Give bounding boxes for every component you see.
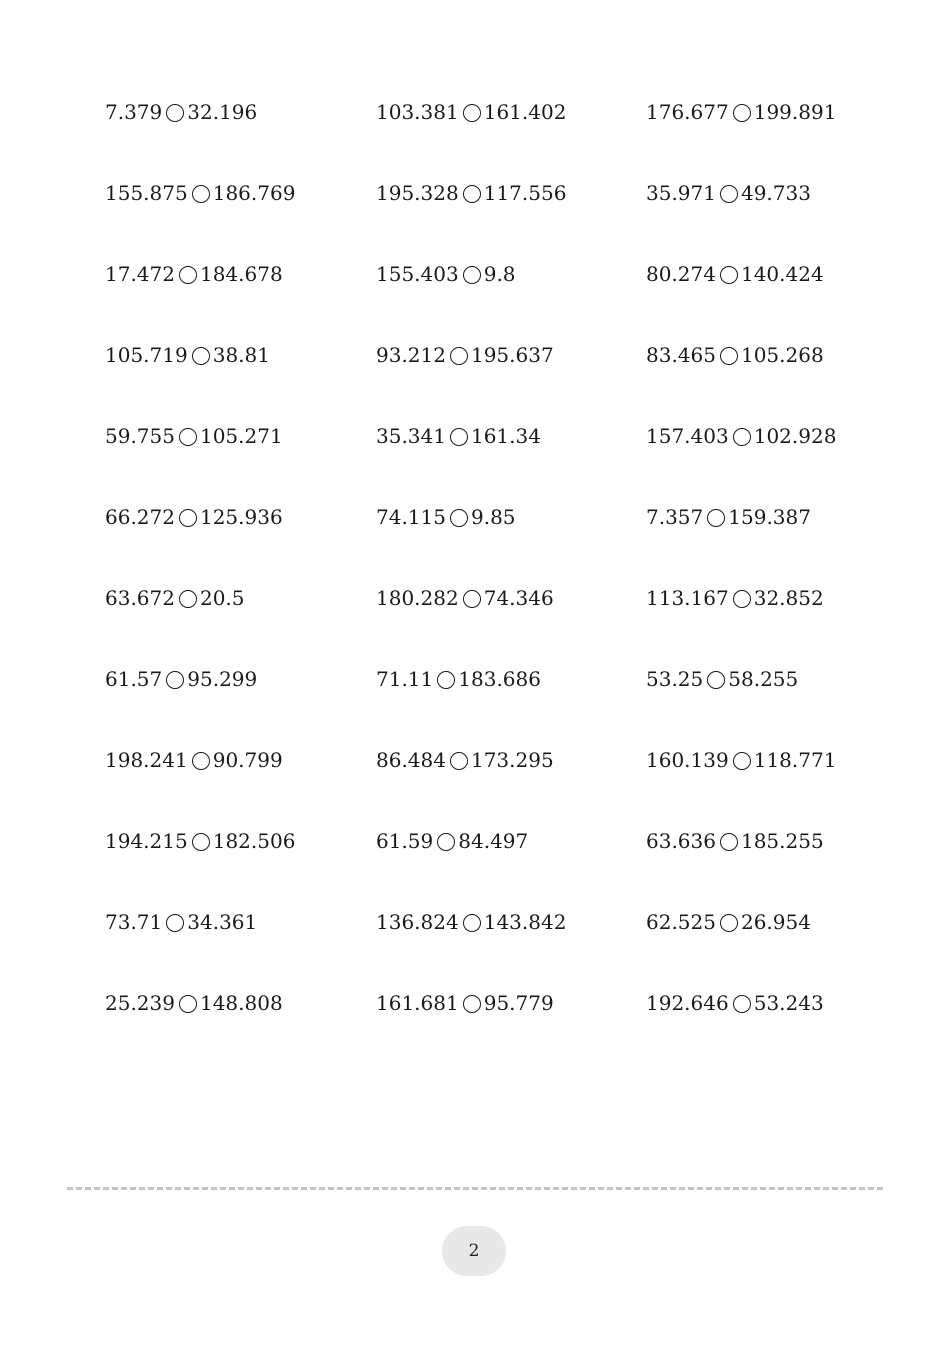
left-number: 7.379: [105, 100, 163, 124]
right-number: 32.196: [187, 100, 258, 124]
left-number: 35.341: [376, 424, 446, 448]
left-number: 63.672: [105, 586, 175, 610]
answer-circle-icon[interactable]: [463, 914, 481, 932]
right-number: 9.85: [470, 505, 516, 529]
comparison-problem: [376, 92, 646, 132]
left-number: 74.115: [376, 505, 446, 529]
right-number: 184.678: [199, 262, 283, 286]
right-number: 102.928: [753, 424, 837, 448]
answer-circle-icon[interactable]: [179, 428, 197, 446]
comparison-problem: [105, 740, 376, 780]
answer-circle-icon[interactable]: [463, 185, 481, 203]
comparison-problem: [105, 416, 376, 456]
answer-circle-icon[interactable]: [192, 833, 210, 851]
left-number: 155.875: [105, 181, 188, 205]
comparison-problem: [376, 740, 646, 780]
comparison-problem: [105, 335, 376, 375]
right-number: 173.295: [470, 748, 554, 772]
right-number: 143.842: [483, 910, 567, 934]
right-number: 20.5: [199, 586, 245, 610]
left-number: 83.465: [646, 343, 716, 367]
left-number: 63.636: [646, 829, 716, 853]
comparison-problem: [105, 92, 376, 132]
comparison-problem: [105, 902, 376, 942]
comparison-problem: [376, 335, 646, 375]
right-number: 195.637: [470, 343, 554, 367]
comparison-problem: [376, 659, 646, 699]
right-number: 95.299: [187, 667, 258, 691]
left-number: 155.403: [376, 262, 459, 286]
answer-circle-icon[interactable]: [437, 671, 455, 689]
answer-circle-icon[interactable]: [192, 347, 210, 365]
answer-circle-icon[interactable]: [707, 509, 725, 527]
left-number: 73.71: [105, 910, 163, 934]
comparison-problem: [376, 983, 646, 1023]
answer-circle-icon[interactable]: [166, 914, 184, 932]
answer-circle-icon[interactable]: [450, 347, 468, 365]
answer-circle-icon[interactable]: [733, 590, 751, 608]
comparison-problem: [646, 335, 865, 375]
comparison-problem: [105, 821, 376, 861]
left-number: 136.824: [376, 910, 459, 934]
comparison-problem: [105, 173, 376, 213]
left-number: 35.971: [646, 181, 716, 205]
answer-circle-icon[interactable]: [450, 509, 468, 527]
left-number: 25.239: [105, 991, 175, 1015]
comparison-problem: [105, 497, 376, 537]
left-number: 53.25: [646, 667, 704, 691]
left-number: 194.215: [105, 829, 188, 853]
right-number: 105.268: [740, 343, 824, 367]
comparison-problem: [376, 416, 646, 456]
right-number: 26.954: [740, 910, 811, 934]
right-number: 161.34: [470, 424, 541, 448]
comparison-problem: [376, 173, 646, 213]
left-number: 195.328: [376, 181, 459, 205]
right-number: 95.779: [483, 991, 554, 1015]
comparison-problem: [646, 821, 865, 861]
right-number: 159.387: [728, 505, 811, 529]
comparison-problem: [105, 983, 376, 1023]
comparison-problem: [646, 578, 865, 618]
left-number: 180.282: [376, 586, 459, 610]
right-number: 199.891: [753, 100, 837, 124]
answer-circle-icon[interactable]: [437, 833, 455, 851]
right-number: 53.243: [753, 991, 824, 1015]
comparison-problem: [646, 983, 865, 1023]
left-number: 66.272: [105, 505, 175, 529]
right-number: 125.936: [199, 505, 283, 529]
left-number: 59.755: [105, 424, 175, 448]
answer-circle-icon[interactable]: [463, 104, 481, 122]
right-number: 9.8: [483, 262, 516, 286]
right-number: 90.799: [212, 748, 283, 772]
right-number: 148.808: [199, 991, 283, 1015]
right-number: 38.81: [212, 343, 270, 367]
right-number: 182.506: [212, 829, 296, 853]
left-number: 62.525: [646, 910, 716, 934]
comparison-problem: [376, 254, 646, 294]
answer-circle-icon[interactable]: [733, 995, 751, 1013]
left-number: 93.212: [376, 343, 446, 367]
answer-circle-icon[interactable]: [192, 752, 210, 770]
right-number: 105.271: [199, 424, 283, 448]
left-number: 105.719: [105, 343, 188, 367]
answer-circle-icon[interactable]: [179, 995, 197, 1013]
left-number: 61.57: [105, 667, 163, 691]
answer-circle-icon[interactable]: [720, 833, 738, 851]
left-number: 113.167: [646, 586, 729, 610]
comparison-problem: [646, 902, 865, 942]
answer-circle-icon[interactable]: [179, 266, 197, 284]
comparison-problem: [646, 740, 865, 780]
right-number: 185.255: [740, 829, 824, 853]
left-number: 198.241: [105, 748, 188, 772]
comparison-problem-grid: [105, 92, 865, 1064]
answer-circle-icon[interactable]: [166, 671, 184, 689]
left-number: 61.59: [376, 829, 434, 853]
left-number: 161.681: [376, 991, 459, 1015]
answer-circle-icon[interactable]: [179, 509, 197, 527]
comparison-problem: [646, 92, 865, 132]
left-number: 103.381: [376, 100, 459, 124]
answer-circle-icon[interactable]: [733, 428, 751, 446]
right-number: 140.424: [740, 262, 824, 286]
right-number: 49.733: [740, 181, 811, 205]
comparison-problem: [376, 497, 646, 537]
answer-circle-icon[interactable]: [463, 590, 481, 608]
footer-divider: [67, 1187, 883, 1190]
left-number: 160.139: [646, 748, 729, 772]
comparison-problem: [646, 659, 865, 699]
answer-circle-icon[interactable]: [720, 914, 738, 932]
answer-circle-icon[interactable]: [733, 104, 751, 122]
right-number: 183.686: [458, 667, 541, 691]
right-number: 74.346: [483, 586, 554, 610]
answer-circle-icon[interactable]: [179, 590, 197, 608]
right-number: 186.769: [212, 181, 296, 205]
answer-circle-icon[interactable]: [720, 185, 738, 203]
comparison-problem: [376, 578, 646, 618]
comparison-problem: [105, 254, 376, 294]
answer-circle-icon[interactable]: [720, 347, 738, 365]
right-number: 58.255: [728, 667, 799, 691]
left-number: 157.403: [646, 424, 729, 448]
comparison-problem: [646, 254, 865, 294]
right-number: 34.361: [187, 910, 258, 934]
comparison-problem: [646, 416, 865, 456]
left-number: 71.11: [376, 667, 434, 691]
answer-circle-icon[interactable]: [733, 752, 751, 770]
right-number: 118.771: [753, 748, 837, 772]
comparison-problem: [376, 902, 646, 942]
left-number: 80.274: [646, 262, 716, 286]
left-number: 192.646: [646, 991, 729, 1015]
left-number: 7.357: [646, 505, 704, 529]
answer-circle-icon[interactable]: [463, 266, 481, 284]
comparison-problem: [646, 497, 865, 537]
left-number: 86.484: [376, 748, 446, 772]
comparison-problem: [376, 821, 646, 861]
answer-circle-icon[interactable]: [192, 185, 210, 203]
comparison-problem: [646, 173, 865, 213]
left-number: 176.677: [646, 100, 729, 124]
answer-circle-icon[interactable]: [450, 752, 468, 770]
right-number: 161.402: [483, 100, 567, 124]
comparison-problem: [105, 578, 376, 618]
left-number: 17.472: [105, 262, 175, 286]
right-number: 32.852: [753, 586, 824, 610]
answer-circle-icon[interactable]: [707, 671, 725, 689]
answer-circle-icon[interactable]: [166, 104, 184, 122]
answer-circle-icon[interactable]: [720, 266, 738, 284]
answer-circle-icon[interactable]: [463, 995, 481, 1013]
comparison-problem: [105, 659, 376, 699]
right-number: 117.556: [483, 181, 567, 205]
answer-circle-icon[interactable]: [450, 428, 468, 446]
right-number: 84.497: [458, 829, 529, 853]
page-number: 2: [442, 1226, 506, 1276]
